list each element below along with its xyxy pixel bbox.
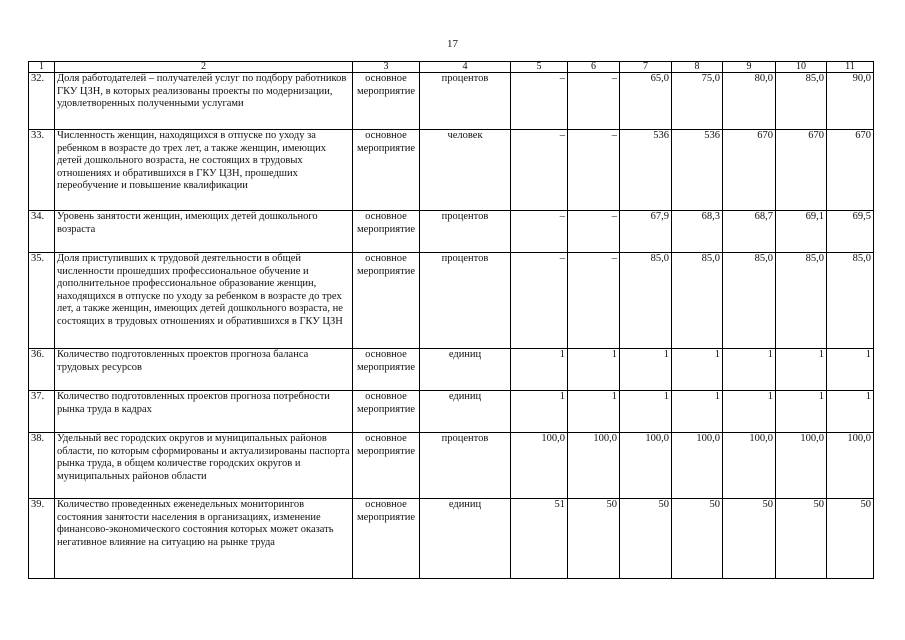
- table-row: [29, 130, 874, 211]
- table-row: [29, 211, 874, 253]
- column-number: 7: [620, 62, 672, 73]
- indicator-name: Уровень занятости женщин, имеющих детей дошкольного возраста: [55, 211, 353, 253]
- indicator-unit: процентов: [420, 433, 511, 499]
- value-cell: 1: [723, 349, 776, 391]
- column-number: 3: [353, 62, 420, 73]
- table-row: [29, 499, 874, 579]
- indicator-unit: единиц: [420, 499, 511, 579]
- value-cell: 1: [723, 391, 776, 433]
- indicator-unit: единиц: [420, 349, 511, 391]
- value-cell: 50: [827, 499, 874, 579]
- indicator-unit: единиц: [420, 391, 511, 433]
- value-cell: 50: [620, 499, 672, 579]
- indicator-unit: процентов: [420, 253, 511, 349]
- value-cell: 90,0: [827, 73, 874, 130]
- value-cell: 85,0: [620, 253, 672, 349]
- indicator-type: основное мероприятие: [353, 349, 420, 391]
- value-cell: 85,0: [776, 253, 827, 349]
- table-row: [29, 253, 874, 349]
- value-cell: 536: [672, 130, 723, 211]
- column-number: 4: [420, 62, 511, 73]
- value-cell: 100,0: [620, 433, 672, 499]
- indicator-name: Численность женщин, находящихся в отпуске по уходу за ребенком в возрасте до трех лет, а также женщин, имеющих детей дошкольного возраста, не состоящих в трудовых отношениях и обратившихся в ГКУ ЦЗН, прошедших переобучение и повышение квалификации: [55, 130, 353, 211]
- value-cell: 85,0: [723, 253, 776, 349]
- indicator-name: Удельный вес городских округов и муниципальных районов области, по которым сформированы и актуализированы паспорта рынка труда, в общем количестве городских округов и муниципальных районов области: [55, 433, 353, 499]
- column-number: 10: [776, 62, 827, 73]
- table-row: [29, 391, 874, 433]
- value-cell: 50: [723, 499, 776, 579]
- column-number: 5: [511, 62, 568, 73]
- indicator-name: Количество подготовленных проектов прогноза баланса трудовых ресурсов: [55, 349, 353, 391]
- value-cell: 100,0: [511, 433, 568, 499]
- column-number: 1: [29, 62, 55, 73]
- value-cell: 1: [620, 349, 672, 391]
- value-cell: –: [511, 130, 568, 211]
- value-cell: 67,9: [620, 211, 672, 253]
- value-cell: 1: [568, 349, 620, 391]
- value-cell: 1: [511, 349, 568, 391]
- value-cell: 670: [723, 130, 776, 211]
- column-number: 8: [672, 62, 723, 73]
- value-cell: 85,0: [827, 253, 874, 349]
- row-number: 36.: [29, 349, 55, 391]
- value-cell: 670: [827, 130, 874, 211]
- value-cell: –: [568, 211, 620, 253]
- value-cell: 1: [776, 391, 827, 433]
- value-cell: 50: [672, 499, 723, 579]
- value-cell: –: [511, 73, 568, 130]
- value-cell: 100,0: [827, 433, 874, 499]
- value-cell: 85,0: [776, 73, 827, 130]
- column-number: 2: [55, 62, 353, 73]
- value-cell: 68,3: [672, 211, 723, 253]
- value-cell: 670: [776, 130, 827, 211]
- value-cell: 1: [672, 349, 723, 391]
- value-cell: 100,0: [723, 433, 776, 499]
- row-number: 37.: [29, 391, 55, 433]
- value-cell: –: [568, 73, 620, 130]
- value-cell: 50: [568, 499, 620, 579]
- value-cell: 75,0: [672, 73, 723, 130]
- value-cell: 80,0: [723, 73, 776, 130]
- row-number: 32.: [29, 73, 55, 130]
- indicator-type: основное мероприятие: [353, 499, 420, 579]
- page-number: 17: [447, 38, 458, 50]
- value-cell: 1: [511, 391, 568, 433]
- value-cell: –: [568, 253, 620, 349]
- indicator-type: основное мероприятие: [353, 253, 420, 349]
- indicator-type: основное мероприятие: [353, 433, 420, 499]
- table-row: [29, 433, 874, 499]
- value-cell: 1: [776, 349, 827, 391]
- indicator-name: Доля приступивших к трудовой деятельности в общей численности прошедших профессиональное обучение и дополнительное профессиональное образование женщин, находящихся в отпуске по уходу за ребенком в возрасте до трех лет, а также женщин, имеющих детей дошкольного возраста, не состоящих в трудовых отношениях и обратившихся в ГКУ ЦЗН: [55, 253, 353, 349]
- value-cell: 68,7: [723, 211, 776, 253]
- value-cell: 1: [827, 391, 874, 433]
- column-number-row: [29, 62, 874, 73]
- row-number: 33.: [29, 130, 55, 211]
- value-cell: 100,0: [672, 433, 723, 499]
- column-number: 9: [723, 62, 776, 73]
- value-cell: 85,0: [672, 253, 723, 349]
- value-cell: 1: [672, 391, 723, 433]
- row-number: 35.: [29, 253, 55, 349]
- value-cell: 1: [620, 391, 672, 433]
- row-number: 34.: [29, 211, 55, 253]
- value-cell: 100,0: [568, 433, 620, 499]
- column-number: 11: [827, 62, 874, 73]
- table-body: [29, 62, 874, 579]
- indicator-unit: процентов: [420, 73, 511, 130]
- indicator-type: основное мероприятие: [353, 391, 420, 433]
- row-number: 39.: [29, 499, 55, 579]
- table-row: [29, 349, 874, 391]
- value-cell: 536: [620, 130, 672, 211]
- indicator-name: Количество подготовленных проектов прогноза потребности рынка труда в кадрах: [55, 391, 353, 433]
- value-cell: –: [568, 130, 620, 211]
- indicators-table: [28, 61, 874, 579]
- indicator-type: основное мероприятие: [353, 211, 420, 253]
- indicator-unit: процентов: [420, 211, 511, 253]
- value-cell: 50: [776, 499, 827, 579]
- value-cell: 51: [511, 499, 568, 579]
- value-cell: 69,5: [827, 211, 874, 253]
- value-cell: –: [511, 211, 568, 253]
- row-number: 38.: [29, 433, 55, 499]
- table-row: [29, 73, 874, 130]
- value-cell: 1: [568, 391, 620, 433]
- indicator-type: основное мероприятие: [353, 73, 420, 130]
- value-cell: 1: [827, 349, 874, 391]
- value-cell: 100,0: [776, 433, 827, 499]
- indicator-unit: человек: [420, 130, 511, 211]
- indicator-name: Доля работодателей – получателей услуг по подбору работников ГКУ ЦЗН, в которых реализованы проекты по модернизации, удовлетворенных полученными услугами: [55, 73, 353, 130]
- column-number: 6: [568, 62, 620, 73]
- indicator-type: основное мероприятие: [353, 130, 420, 211]
- value-cell: 65,0: [620, 73, 672, 130]
- value-cell: 69,1: [776, 211, 827, 253]
- indicator-name: Количество проведенных еженедельных мониторингов состояния занятости населения в организациях, изменение финансово-экономического состояния которых может оказать негативное влияние на ситуацию на рынке труда: [55, 499, 353, 579]
- value-cell: –: [511, 253, 568, 349]
